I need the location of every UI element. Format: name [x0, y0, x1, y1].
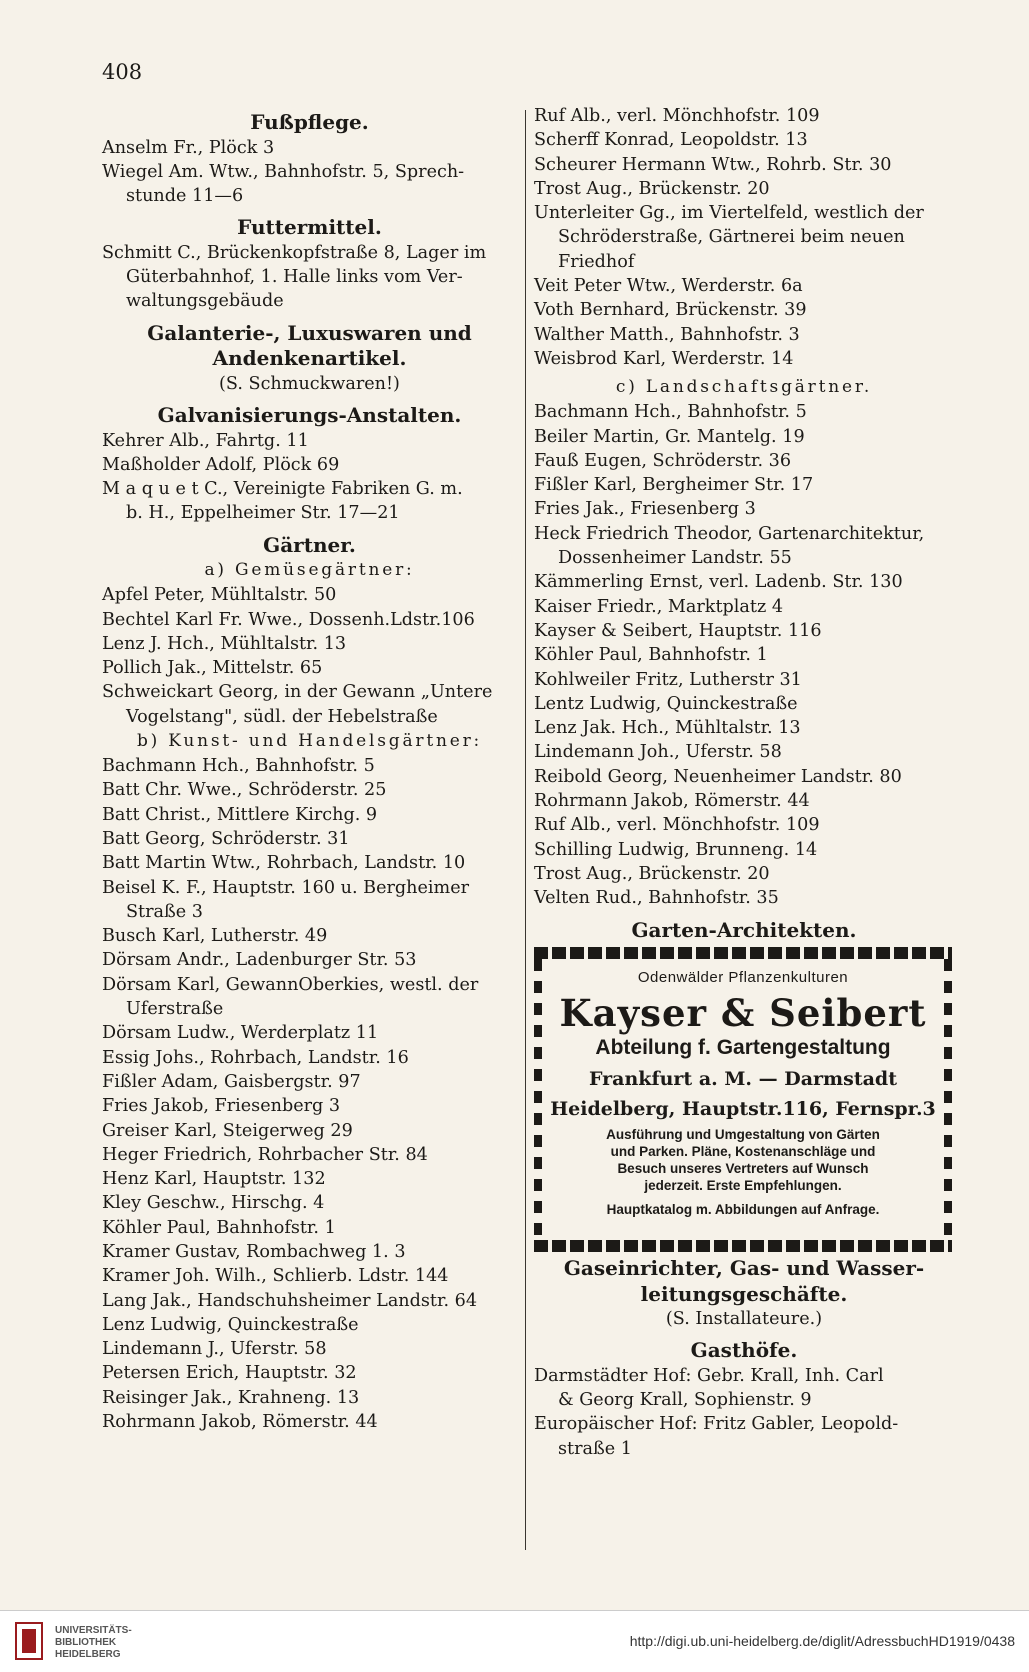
entry: Beiler Martin, Gr. Mantelg. 19 [534, 426, 805, 447]
heading-futtermittel: Futtermittel. [237, 215, 382, 240]
ad-department: Abteilung f. Gartengestaltung [595, 1036, 891, 1059]
entry: Scherff Konrad, Leopoldstr. 13 [534, 130, 808, 151]
heading-andenkenartikel: Andenkenartikel. [212, 346, 407, 371]
entry: Vogelstang", südl. der Hebelstraße [126, 706, 438, 727]
entry: & Georg Krall, Sophienstr. 9 [558, 1390, 812, 1411]
entry: Lenz Ludwig, Quinckestraße [102, 1314, 359, 1335]
entry: Schilling Ludwig, Brunneng. 14 [534, 839, 818, 860]
entry: Kley Geschw., Hirschg. 4 [102, 1193, 325, 1214]
entry: Fries Jakob, Friesenberg 3 [102, 1096, 341, 1117]
entry: Straße 3 [126, 901, 203, 922]
entry: Fries Jak., Friesenberg 3 [534, 499, 756, 520]
entry: Schmitt C., Brückenkopfstraße 8, Lager im [102, 242, 487, 263]
entry: Voth Bernhard, Brückenstr. 39 [534, 300, 807, 321]
ad-cities: Frankfurt a. M. — Darmstadt [588, 1068, 897, 1090]
ad-heidelberg-address: Heidelberg, Hauptstr.116, Fernspr.3 [550, 1098, 936, 1120]
entry: stunde 11—6 [126, 186, 244, 207]
entry: Heck Friedrich Theodor, Gartenarchitektur, [534, 523, 925, 544]
entry: Essig Johs., Rohrbach, Landstr. 16 [102, 1047, 409, 1068]
entry: Trost Aug., Brückenstr. 20 [534, 863, 770, 884]
entry: Reisinger Jak., Krahneng. 13 [102, 1387, 360, 1408]
entry: Velten Rud., Bahnhofstr. 35 [534, 888, 779, 909]
entry: Schweickart Georg, in der Gewann „Untere [102, 682, 493, 703]
institution-line: UNIVERSITÄTS- [55, 1625, 132, 1636]
heading-gasthoefe: Gasthöfe. [690, 1338, 798, 1363]
entry: Bachmann Hch., Bahnhofstr. 5 [102, 756, 375, 777]
column-divider [525, 110, 526, 1550]
entry: Bachmann Hch., Bahnhofstr. 5 [534, 402, 807, 423]
entry: Batt Martin Wtw., Rohrbach, Landstr. 10 [102, 853, 466, 874]
ad-border [534, 947, 952, 959]
entry: Beisel K. F., Hauptstr. 160 u. Bergheimer [102, 877, 470, 898]
ad-services [550, 1126, 936, 1194]
entry: Schröderstraße, Gärtnerei beim neuen [558, 227, 905, 248]
ad-tagline: Odenwälder Pflanzenkulturen [637, 969, 849, 986]
entry: Lenz Jak. Hch., Mühltalstr. 13 [534, 718, 801, 739]
subheading-gemuesegaertner: a) Gemüsegärtner: [204, 560, 415, 581]
ad-services-line: Ausführung und Umgestaltung von Gärten [606, 1127, 880, 1142]
entry: Kämmerling Ernst, verl. Ladenb. Str. 130 [534, 572, 903, 593]
entry: Lang Jak., Handschuhsheimer Landstr. 64 [102, 1290, 478, 1311]
entry: Köhler Paul, Bahnhofstr. 1 [102, 1217, 336, 1238]
entry: Güterbahnhof, 1. Halle links vom Ver- [126, 267, 463, 288]
entry: Ruf Alb., verl. Mönchhofstr. 109 [534, 815, 820, 836]
entry: Dörsam Ludw., Werderplatz 11 [102, 1023, 379, 1044]
entry: Rohrmann Jakob, Römerstr. 44 [534, 791, 810, 812]
entry: Batt Christ., Mittlere Kirchg. 9 [102, 804, 378, 825]
heading-fusspflege: Fußpflege. [250, 110, 369, 134]
cross-reference: (S. Schmuckwaren!) [219, 373, 400, 394]
entry: Uferstraße [126, 999, 224, 1020]
heading-gaertner: Gärtner. [263, 532, 356, 557]
entry: Pollich Jak., Mittelstr. 65 [102, 658, 323, 679]
ad-border [534, 1240, 952, 1252]
footer [0, 1610, 1029, 1672]
university-seal-icon [14, 1621, 44, 1661]
entry: Walther Matth., Bahnhofstr. 3 [534, 324, 800, 345]
ad-catalog: Hauptkatalog m. Abbildungen auf Anfrage. [606, 1202, 880, 1217]
entry: straße 1 [558, 1438, 632, 1459]
source-url-link[interactable]: http://digi.ub.uni-heidelberg.de/diglit/AdressbuchHD1919/0438 [629, 1633, 1015, 1649]
entry: Rohrmann Jakob, Römerstr. 44 [102, 1412, 378, 1433]
entry: Lindemann J., Uferstr. 58 [102, 1339, 327, 1360]
entry: Kaiser Friedr., Marktplatz 4 [534, 596, 784, 617]
ad-services-line: und Parken. Pläne, Kostenanschläge und [610, 1144, 876, 1159]
entry: Kramer Gustav, Rombachweg 1. 3 [102, 1241, 406, 1262]
entry: Apfel Peter, Mühltalstr. 50 [102, 585, 337, 606]
entry: Lenz J. Hch., Mühltalstr. 13 [102, 633, 347, 654]
entry: Lentz Ludwig, Quinckestraße [534, 693, 798, 714]
entry: Petersen Erich, Hauptstr. 32 [102, 1363, 357, 1384]
entry: Heger Friedrich, Rohrbacher Str. 84 [102, 1144, 428, 1165]
subheading-landschaftsgaertner: c) Landschaftsgärtner. [615, 377, 873, 398]
institution-name [55, 1625, 132, 1661]
entry: Trost Aug., Brückenstr. 20 [534, 178, 770, 199]
institution-line: BIBLIOTHEK [55, 1637, 117, 1648]
heading-galvanisierung: Galvanisierungs-Anstalten. [157, 403, 462, 428]
entry: Bechtel Karl Fr. Wwe., Dossenh.Ldstr.106 [102, 609, 475, 630]
right-column [534, 104, 954, 1461]
entry: Batt Chr. Wwe., Schröderstr. 25 [102, 780, 387, 801]
entry: b. H., Eppelheimer Str. 17—21 [126, 503, 400, 524]
entry: Veit Peter Wtw., Werderstr. 6a [534, 276, 803, 297]
entry: Wiegel Am. Wtw., Bahnhofstr. 5, Sprech- [102, 161, 465, 182]
entry: Anselm Fr., Plöck 3 [102, 137, 275, 158]
entry: Fauß Eugen, Schröderstr. 36 [534, 450, 792, 471]
entry: Europäischer Hof: Fritz Gabler, Leopold- [534, 1414, 899, 1435]
entry: Henz Karl, Hauptstr. 132 [102, 1169, 326, 1190]
entry: Dossenheimer Landstr. 55 [558, 548, 792, 569]
entry: Darmstädter Hof: Gebr. Krall, Inh. Carl [534, 1365, 884, 1386]
entry: Fißler Adam, Gaisbergstr. 97 [102, 1071, 361, 1092]
entry: waltungsgebäude [126, 291, 284, 312]
entry: Kramer Joh. Wilh., Schlierb. Ldstr. 144 [102, 1266, 449, 1287]
entry: Weisbrod Karl, Werderstr. 14 [534, 348, 794, 369]
entry: Busch Karl, Lutherstr. 49 [102, 926, 328, 947]
entry: Ruf Alb., verl. Mönchhofstr. 109 [534, 106, 820, 126]
entry: Maßholder Adolf, Plöck 69 [102, 454, 340, 475]
ad-border [534, 959, 542, 1240]
cross-reference: (S. Installateure.) [665, 1309, 823, 1329]
ad-company-name: Kayser & Seibert [559, 991, 927, 1035]
left-column [102, 104, 517, 1434]
heading-galanterie: Galanterie-, Luxuswaren und [147, 320, 472, 345]
entry: Greiser Karl, Steigerweg 29 [102, 1120, 353, 1141]
entry: Dörsam Andr., Ladenburger Str. 53 [102, 950, 417, 971]
heading-leitungsgeschaefte: leitungsgeschäfte. [640, 1281, 848, 1306]
entry: Köhler Paul, Bahnhofstr. 1 [534, 645, 768, 666]
entry: Lindemann Joh., Uferstr. 58 [534, 742, 782, 763]
entry: Unterleiter Gg., im Viertelfeld, westlich der [534, 203, 924, 224]
heading-garten-architekten: Garten-Architekten. [631, 917, 857, 942]
entry: Kayser & Seibert, Hauptstr. 116 [534, 620, 822, 641]
entry: Dörsam Karl, GewannOberkies, westl. der [102, 974, 479, 995]
ad-services-line: jederzeit. Erste Empfehlungen. [644, 1178, 842, 1193]
advertisement-kayser-seibert [534, 947, 952, 1252]
heading-gaseinrichter: Gaseinrichter, Gas- und Wasser- [563, 1256, 925, 1280]
entry: Kehrer Alb., Fahrtg. 11 [102, 430, 309, 451]
entry: Reibold Georg, Neuenheimer Landstr. 80 [534, 766, 902, 787]
subheading-kunstgaertner: b) Kunst- und Handelsgärtner: [136, 731, 483, 752]
entry: Friedhof [558, 251, 635, 272]
entry: Batt Georg, Schröderstr. 31 [102, 828, 350, 849]
entry: Scheurer Hermann Wtw., Rohrb. Str. 30 [534, 154, 892, 175]
institution-line: HEIDELBERG [55, 1649, 121, 1660]
entry: Kohlweiler Fritz, Lutherstr 31 [534, 669, 802, 690]
entry: M a q u e t C., Vereinigte Fabriken G. m. [102, 479, 463, 500]
entry: Fißler Karl, Bergheimer Str. 17 [534, 475, 814, 496]
ad-border [944, 959, 952, 1240]
page-number: 408 [102, 60, 143, 84]
ad-services-line: Besuch unseres Vertreters auf Wunsch [617, 1161, 869, 1176]
